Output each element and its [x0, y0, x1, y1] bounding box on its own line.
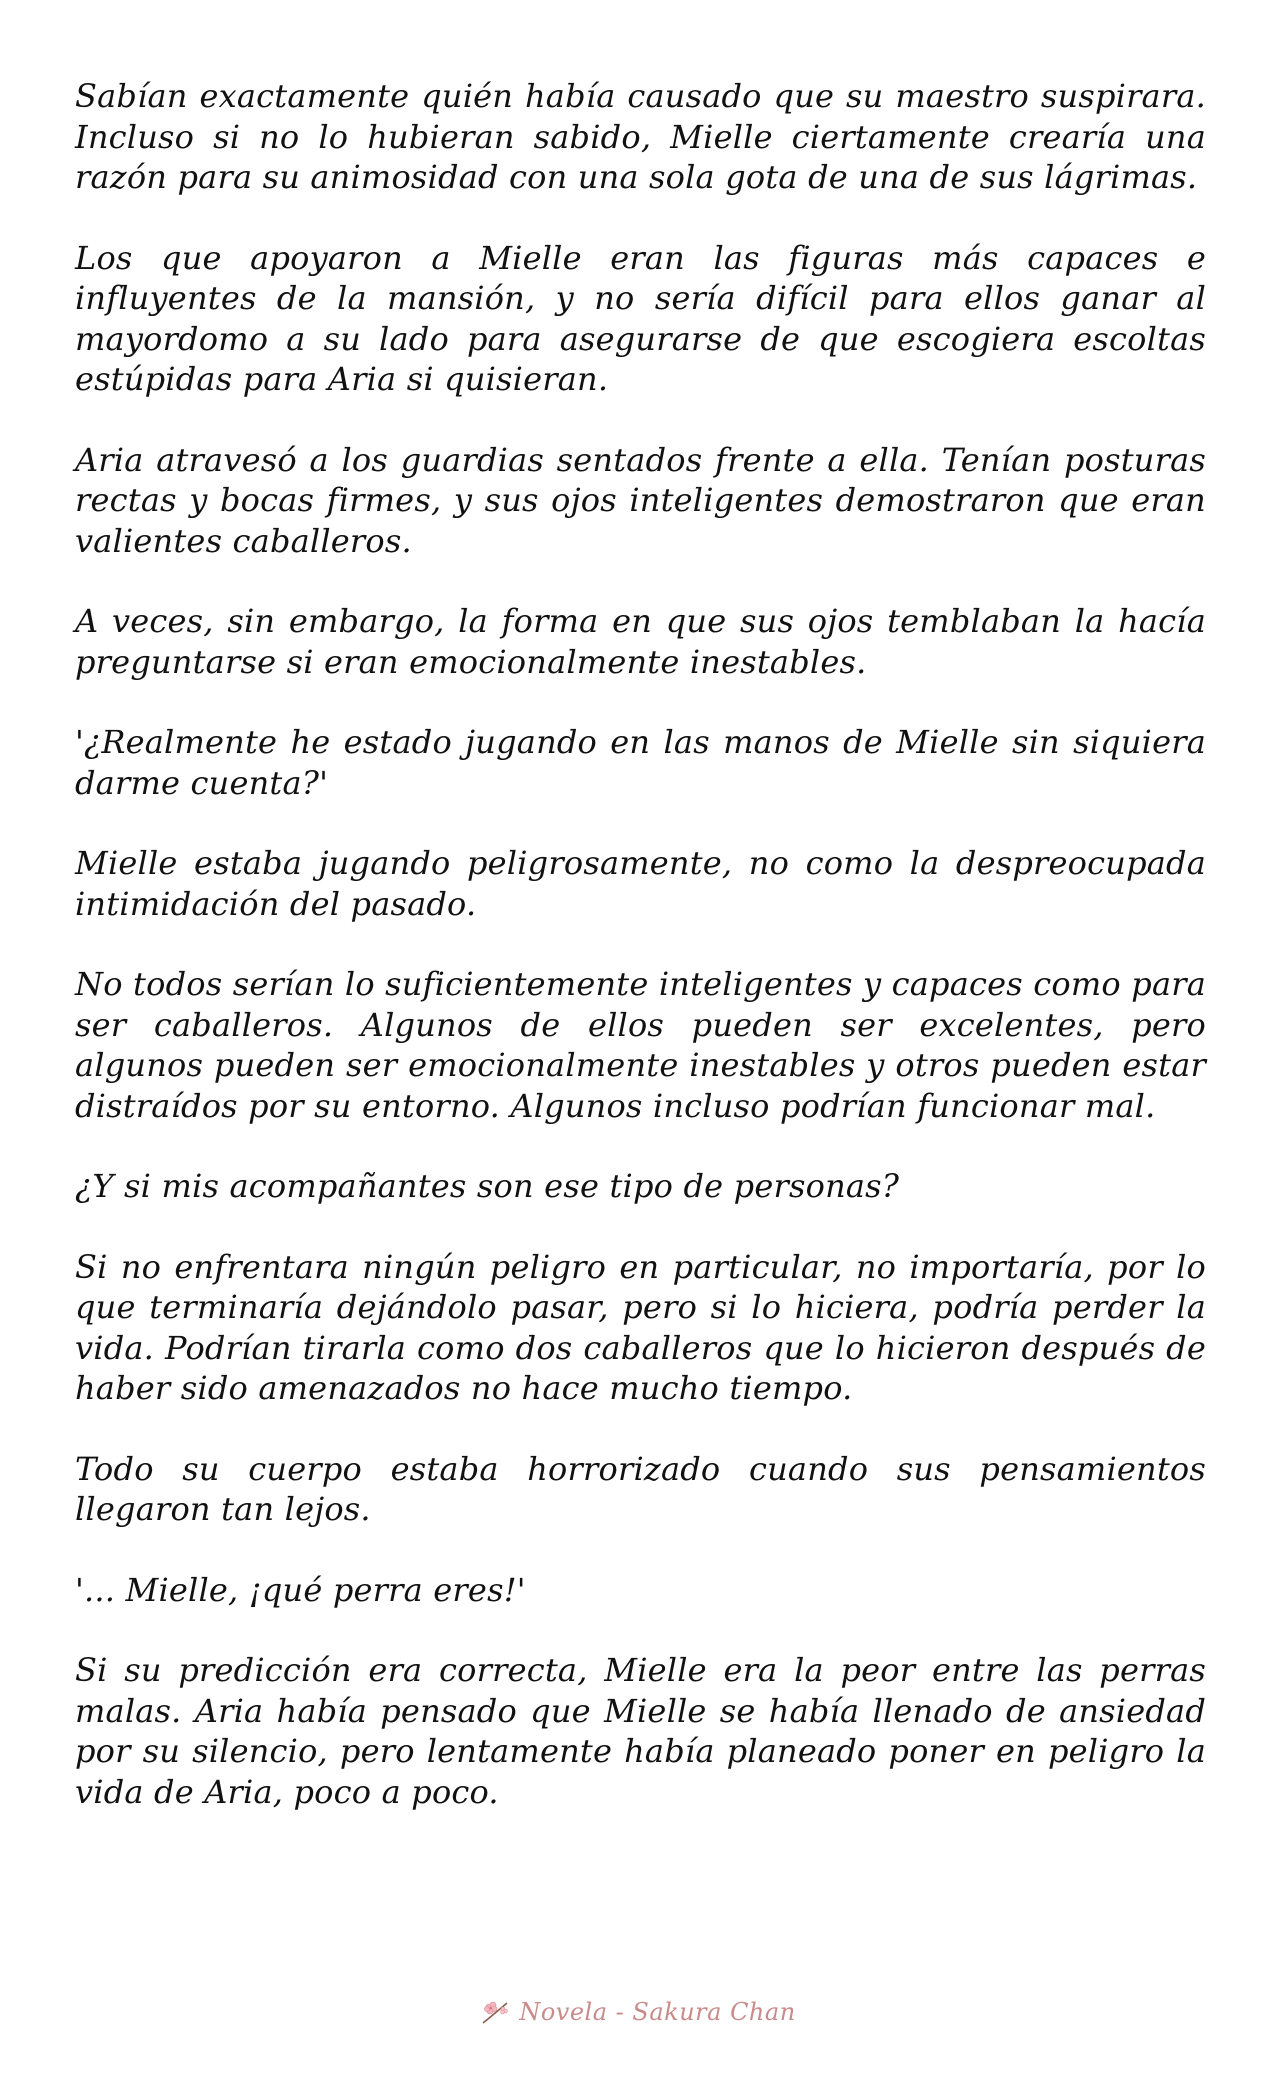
paragraph-2: Los que apoyaron a Mielle eran las figuras más capaces e influyentes de la mansión, y no sería difícil para ellos ganar al mayordomo a su lado para asegurarse de que escogiera escoltas estúpidas para Aria si quisieran.	[75, 238, 1206, 398]
paragraph-5: '¿Realmente he estado jugando en las manos de Mielle sin siquiera darme cuenta?'	[75, 723, 1206, 802]
paragraph-7: No todos serían lo suficientemente inteligentes y capaces como para ser caballeros. Algunos de ellos pueden ser excelentes, pero algunos pueden ser emocionalmente inestables y otros pueden estar distraídos por su entorno. Algunos incluso podrían funcionar mal.	[75, 965, 1206, 1125]
footer-watermark	[0, 1994, 1275, 2030]
paragraph-10: Todo su cuerpo estaba horrorizado cuando sus pensamientos llegaron tan lejos.	[75, 1449, 1206, 1528]
paragraph-11: '... Mielle, ¡qué perra eres!'	[75, 1570, 526, 1609]
paragraph-4: A veces, sin embargo, la forma en que sus ojos temblaban la hacía preguntarse si eran emocionalmente inestables.	[75, 602, 1206, 681]
cherry-blossom-icon	[479, 1997, 513, 2027]
paragraph-3: Aria atravesó a los guardias sentados frente a ella. Tenían posturas rectas y bocas firmes, y sus ojos inteligentes demostraron que eran valientes caballeros.	[75, 440, 1206, 560]
footer-inner	[479, 1997, 795, 2027]
footer-text: Novela - Sakura Chan	[519, 1998, 796, 2026]
paragraph-8: ¿Y si mis acompañantes son ese tipo de personas?	[75, 1167, 900, 1205]
paragraph-6: Mielle estaba jugando peligrosamente, no como la despreocupada intimidación del pasado.	[75, 844, 1206, 923]
paragraph-1: Sabían exactamente quién había causado que su maestro suspirara. Incluso si no lo hubieran sabido, Mielle ciertamente crearía una razón para su animosidad con una sola gota de una de sus lágrimas.	[75, 77, 1206, 196]
paragraph-12: Si su predicción era correcta, Mielle era la peor entre las perras malas. Aria había pensado que Mielle se había llenado de ansiedad por su silencio, pero lentamente había planeado poner en peligro la vida de Aria, poco a poco.	[75, 1651, 1206, 1811]
paragraph-9: Si no enfrentara ningún peligro en particular, no importaría, por lo que terminaría dejándolo pasar, pero si lo hiciera, podría perder la vida. Podrían tirarla como dos caballeros que lo hicieron después de haber sido amenazados no hace mucho tiempo.	[75, 1247, 1206, 1407]
document-body	[75, 76, 1206, 1852]
